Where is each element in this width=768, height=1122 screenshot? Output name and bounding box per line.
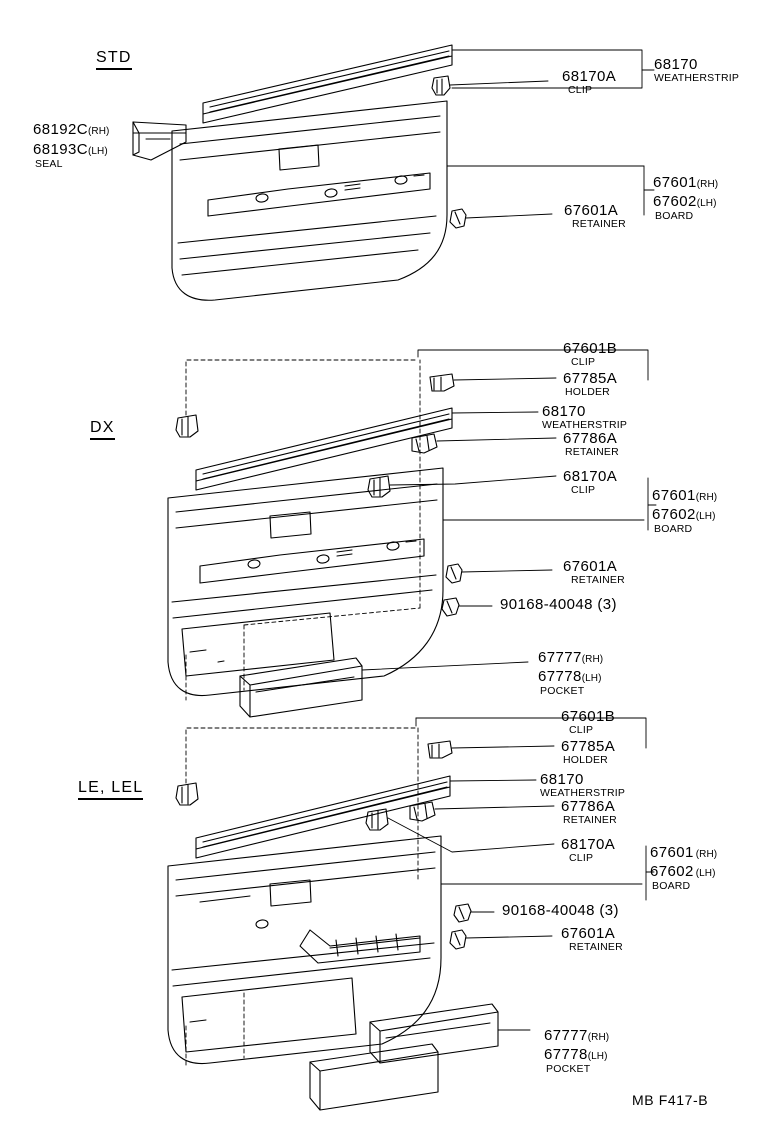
callout-std-68193c — [33, 142, 108, 170]
callout-std-67601a — [564, 203, 626, 230]
le-screw-90168-shape — [454, 904, 471, 922]
callout-std-67602 — [653, 194, 717, 222]
callout-le-67601a — [561, 926, 623, 953]
part-desc: BOARD — [654, 522, 693, 535]
part-side: (LH) — [695, 868, 716, 879]
callout-le-67786a — [561, 799, 617, 826]
callout-std-67601 — [653, 175, 718, 192]
part-side: (RH) — [696, 179, 719, 190]
diagram-footer-code: MB F417-B — [632, 1092, 709, 1108]
part-desc: CLIP — [569, 851, 594, 864]
part-side: (RH) — [581, 654, 604, 665]
dx-holder-67785a-shape — [430, 374, 454, 391]
part-number: 68170 — [654, 56, 698, 73]
callout-std-68170a — [562, 69, 616, 96]
part-side: (LH) — [87, 146, 108, 157]
part-side: (RH) — [695, 492, 718, 503]
part-side: (LH) — [696, 198, 717, 209]
part-desc: SEAL — [35, 157, 63, 170]
dx-pocket-shape — [240, 658, 362, 717]
std-clip-68170a-shape — [432, 76, 450, 95]
part-desc: POCKET — [540, 684, 585, 697]
part-desc: WEATHERSTRIP — [540, 786, 626, 799]
callout-le-68170 — [540, 772, 625, 799]
callout-le-67778 — [544, 1047, 608, 1075]
part-desc: BOARD — [652, 879, 691, 892]
callout-le-67777 — [544, 1028, 609, 1045]
callout-le-90168: 90168-40048 (3) — [502, 902, 619, 919]
part-side: (RH) — [587, 1032, 610, 1043]
part-desc: CLIP — [569, 723, 594, 736]
callout-dx-67778 — [538, 669, 602, 697]
part-desc: POCKET — [546, 1062, 591, 1075]
callout-std-68170 — [654, 57, 739, 84]
part-number: 67602 — [652, 506, 696, 523]
part-number: 67601A — [564, 202, 619, 219]
dx-clip-67601b-shape — [176, 415, 198, 437]
le-weatherstrip-shape — [196, 776, 450, 858]
callout-le-67601 — [650, 845, 717, 862]
part-desc: WEATHERSTRIP — [542, 418, 628, 431]
callout-le-67602 — [650, 864, 716, 892]
part-number: 68170A — [561, 836, 616, 853]
part-number: 67786A — [563, 430, 618, 447]
part-number: 67602 — [653, 193, 697, 210]
part-number: 67601A — [563, 558, 618, 575]
callout-dx-90168: 90168-40048 (3) — [500, 596, 617, 613]
le-retainer-67786a-shape — [410, 802, 435, 821]
part-number: 67601B — [561, 708, 616, 725]
part-desc: RETAINER — [571, 573, 625, 586]
part-desc: CLIP — [568, 83, 593, 96]
part-number: 68170 — [542, 403, 586, 420]
part-number: 67601 — [653, 174, 697, 191]
part-side: (LH) — [581, 673, 602, 684]
le-leader-lines — [186, 718, 654, 1066]
part-side: (LH) — [587, 1051, 608, 1062]
part-number: 68192C — [33, 121, 88, 138]
part-desc: RETAINER — [569, 940, 623, 953]
dx-clip-68170a-shape — [368, 476, 390, 497]
part-number: 67786A — [561, 798, 616, 815]
callout-dx-67601a — [563, 559, 625, 586]
part-desc: BOARD — [655, 209, 694, 222]
callout-std-68192c — [33, 122, 109, 139]
dx-screw-90168-shape — [442, 598, 459, 616]
part-desc: RETAINER — [565, 445, 619, 458]
callout-dx-67601b — [563, 341, 617, 368]
grade-heading-dx: DX — [90, 420, 115, 440]
part-desc: RETAINER — [572, 217, 626, 230]
callout-dx-67786a — [563, 431, 619, 458]
part-desc: WEATHERSTRIP — [654, 71, 740, 84]
std-weatherstrip-shape — [203, 45, 452, 123]
callout-dx-68170 — [542, 404, 627, 431]
le-holder-67785a-shape — [428, 741, 452, 758]
le-pocket-shape — [370, 1004, 498, 1063]
part-desc: RETAINER — [563, 813, 617, 826]
callout-le-67601b — [561, 709, 615, 736]
callout-dx-67602 — [652, 507, 716, 535]
part-number: 67778 — [538, 668, 582, 685]
part-number: 67601B — [563, 340, 618, 357]
part-number: 67601A — [561, 925, 616, 942]
grade-heading-std: STD — [96, 50, 132, 70]
part-desc: HOLDER — [565, 385, 610, 398]
part-number: 67601 — [650, 844, 694, 861]
part-number: 67778 — [544, 1046, 588, 1063]
part-side: (RH) — [87, 126, 110, 137]
part-side: (RH) — [695, 849, 718, 860]
grade-heading-lelel: LE, LEL — [78, 780, 143, 800]
std-retainer-shape — [450, 209, 466, 228]
callout-dx-67785a — [563, 371, 617, 398]
part-number: 67601 — [652, 487, 696, 504]
part-number: 68170A — [563, 468, 618, 485]
callout-dx-68170a — [563, 469, 617, 496]
part-number: 67785A — [561, 738, 616, 755]
part-number: 67777 — [538, 649, 582, 666]
callout-dx-67601 — [652, 488, 717, 505]
part-desc: CLIP — [571, 483, 596, 496]
le-door-board-shape — [168, 836, 441, 1064]
le-pocket-lower-shape — [310, 1044, 438, 1110]
dx-door-board-shape — [168, 468, 443, 696]
dx-weatherstrip-shape — [196, 408, 452, 490]
part-side: (LH) — [695, 511, 716, 522]
dx-retainer-67786a-shape — [412, 434, 437, 453]
part-number: 68170 — [540, 771, 584, 788]
le-retainer-67601a-shape — [450, 930, 466, 949]
part-desc: HOLDER — [563, 753, 608, 766]
std-seal-shape — [133, 122, 186, 160]
callout-dx-67777 — [538, 650, 603, 667]
callout-le-68170a — [561, 837, 615, 864]
part-number: 67785A — [563, 370, 618, 387]
le-clip-67601b-shape — [176, 783, 198, 805]
part-number: 68170A — [562, 68, 617, 85]
part-number: 67602 — [650, 863, 694, 880]
std-door-board-shape — [172, 101, 447, 300]
dx-retainer-67601a-shape — [446, 564, 462, 583]
part-number: 67777 — [544, 1027, 588, 1044]
part-number: 68193C — [33, 141, 88, 158]
callout-le-67785a — [561, 739, 615, 766]
part-desc: CLIP — [571, 355, 596, 368]
